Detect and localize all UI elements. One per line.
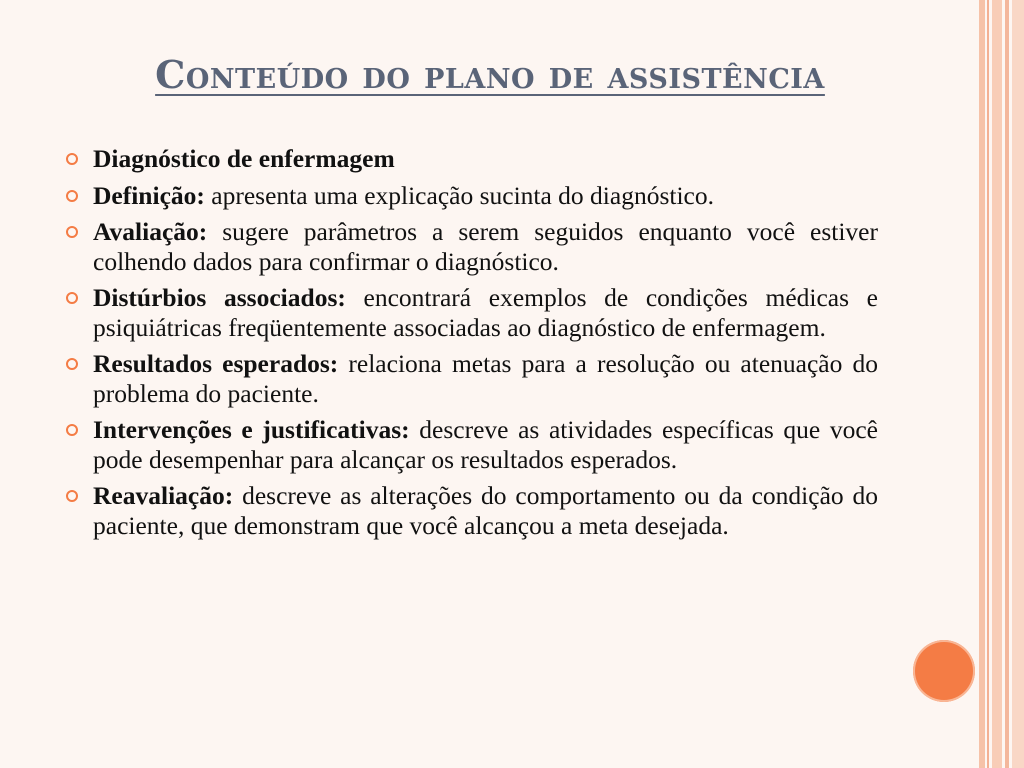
bullet-item — [62, 181, 878, 211]
bullet-item — [62, 144, 878, 174]
bullet-item — [62, 217, 878, 276]
decorative-stripe — [1005, 0, 1009, 768]
bullet-text: descreve as alterações do comportamento ou da condição do paciente, que demonstram que você alcançou a meta desejada. — [93, 481, 878, 540]
bullet-icon — [66, 226, 78, 238]
bullet-term: Intervenções e justificativas: — [93, 415, 410, 444]
decorative-stripe — [987, 0, 989, 768]
bullet-text: sugere parâmetros a serem seguidos enquanto você estiver colhendo dados para confirmar o diagnóstico. — [93, 217, 878, 276]
bullet-term: Reavaliação: — [93, 481, 234, 510]
bullet-text: descreve as atividades específicas que você pode desempenhar para alcançar os resultados esperados. — [93, 415, 879, 474]
decorative-stripe — [979, 0, 985, 768]
bullet-item — [62, 481, 878, 540]
slide-title: Conteúdo do plano de assistência — [155, 52, 825, 97]
bullet-icon — [66, 490, 78, 502]
bullet-item — [62, 283, 878, 342]
decorative-stripe — [992, 0, 1002, 768]
bullet-text: encontrará exemplos de condições médicas e psiquiátricas freqüentemente associadas ao diagnóstico de enfermagem. — [93, 283, 878, 342]
bullet-term: Diagnóstico de enfermagem — [93, 144, 395, 173]
bullet-term: Avaliação: — [93, 217, 208, 246]
bullet-list — [62, 144, 878, 547]
bullet-text: relaciona metas para a resolução ou atenuação do problema do paciente. — [93, 349, 878, 408]
bullet-term: Definição: — [93, 180, 205, 210]
bullet-icon — [66, 190, 78, 202]
decorative-stripe — [1012, 0, 1024, 768]
bullet-icon — [66, 358, 78, 370]
decorative-circle — [913, 640, 975, 702]
bullet-term: Resultados esperados: — [93, 349, 339, 378]
bullet-icon — [66, 292, 78, 304]
bullet-icon — [66, 424, 78, 436]
bullet-term: Distúrbios associados: — [93, 283, 346, 312]
bullet-item — [62, 349, 878, 408]
bullet-text: apresenta uma explicação sucinta do diagnóstico. — [204, 180, 714, 210]
bullet-icon — [66, 153, 78, 165]
bullet-item — [62, 415, 878, 474]
